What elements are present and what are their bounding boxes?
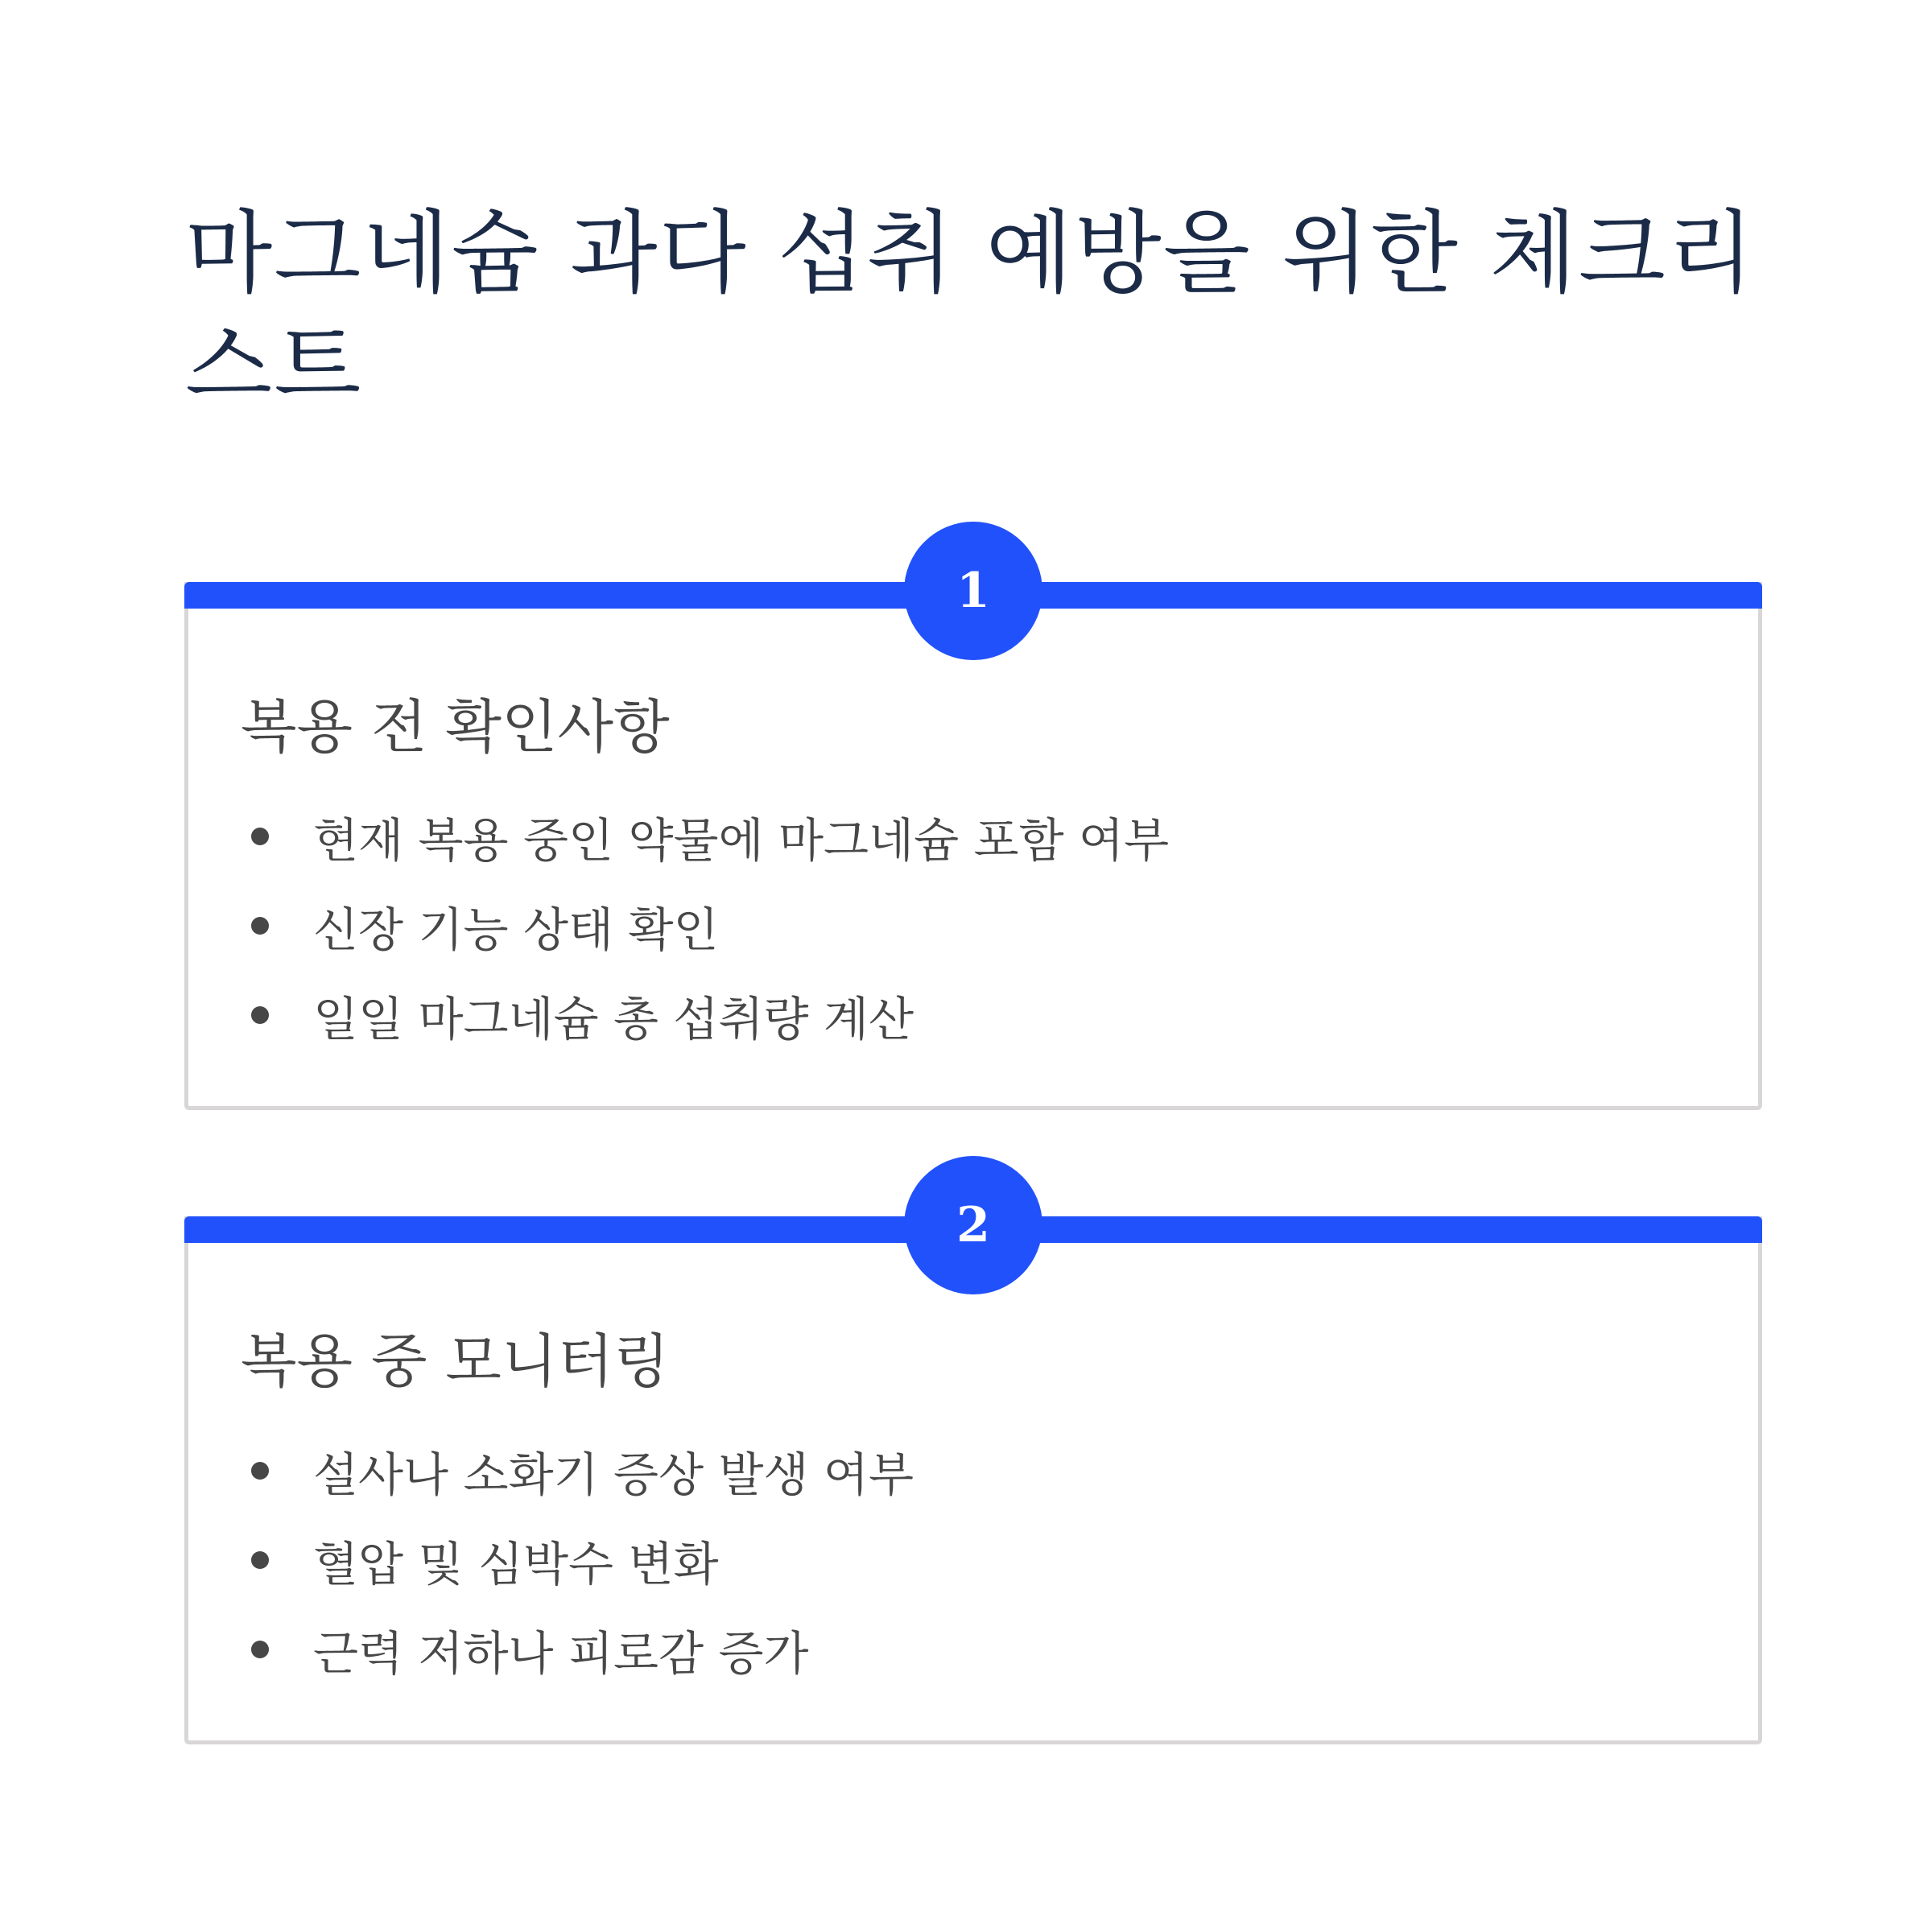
list-item-text: 신장 기능 상태 확인	[313, 902, 719, 957]
list-item-text: 설사나 소화기 증상 발생 여부	[313, 1447, 914, 1502]
bullet-icon	[251, 1551, 269, 1569]
checklist-card-during	[184, 1197, 1762, 1744]
list-item	[241, 1426, 914, 1515]
list-item	[241, 1604, 914, 1694]
list-item-text: 일일 마그네슘 총 섭취량 계산	[313, 991, 914, 1046]
bullet-icon	[251, 828, 269, 845]
list-item-text: 현재 복용 중인 약물에 마그네슘 포함 여부	[313, 812, 1170, 868]
bullet-icon	[251, 1462, 269, 1480]
list-item	[241, 881, 1169, 970]
step-number-badge: 2	[904, 1156, 1042, 1294]
card-heading: 복용 전 확인사항	[241, 693, 670, 761]
list-item	[241, 791, 1169, 881]
card-heading: 복용 중 모니터링	[241, 1327, 670, 1395]
checklist	[241, 1426, 914, 1694]
checklist	[241, 791, 1169, 1059]
checklist-card-before	[184, 563, 1762, 1110]
bullet-icon	[251, 917, 269, 935]
page-title: 마그네슘 과다 섭취 예방을 위한 체크리스트	[185, 201, 1757, 419]
list-item	[241, 970, 1169, 1059]
bullet-icon	[251, 1006, 269, 1024]
bullet-icon	[251, 1641, 269, 1658]
step-number-badge: 1	[904, 522, 1042, 660]
list-item-text: 혈압 및 심박수 변화	[313, 1536, 719, 1591]
list-item-text: 근력 저하나 피로감 증가	[313, 1625, 809, 1681]
list-item	[241, 1515, 914, 1604]
